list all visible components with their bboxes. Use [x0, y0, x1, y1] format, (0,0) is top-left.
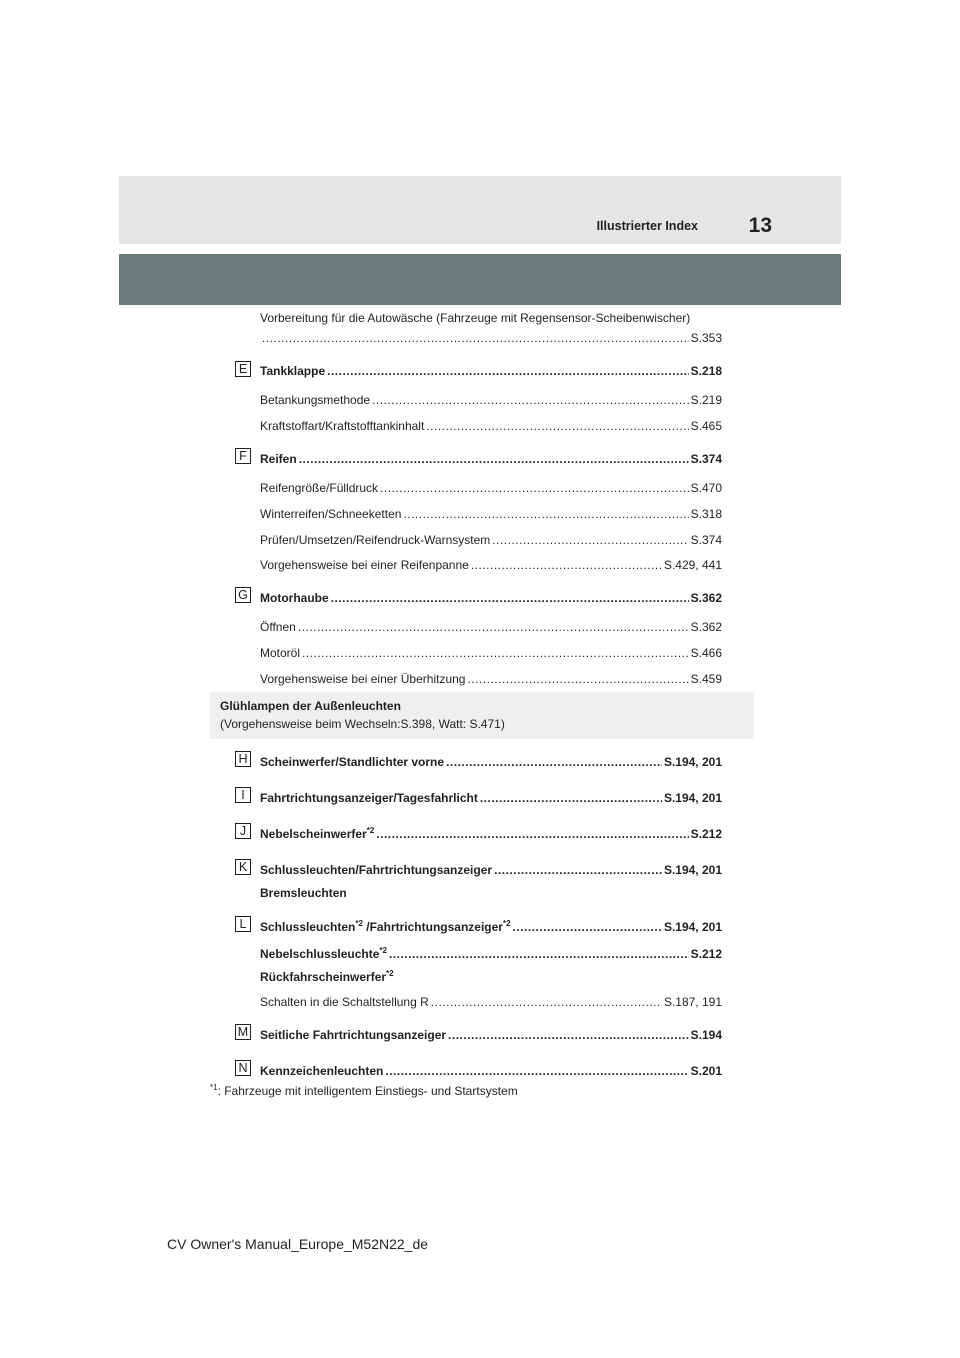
intro-page: S.353 [690, 331, 722, 345]
callout-letter-j: J [235, 823, 251, 839]
callout-letter-l: L [235, 916, 251, 932]
index-entry-nebelscheinwerfer[interactable]: Nebelscheinwerfer$^{*2}$ ..... S.212 [260, 825, 722, 841]
footer-manual-id: CV Owner's Manual_Europe_M52N22_de [167, 1236, 429, 1252]
index-entry[interactable]: Vorgehensweise bei einer Überhitzung ..... S.459 [260, 670, 722, 686]
callout-letter-f: F [235, 448, 251, 464]
footnote-ref: *2 [366, 826, 375, 835]
callout-letter-m: M [235, 1024, 251, 1040]
index-entry-tankklappe[interactable]: Tankklappe ..... S.218 [260, 362, 722, 378]
index-entry[interactable]: Betankungsmethode ..... S.219 [260, 391, 722, 407]
index-entry-scheinwerfer[interactable]: Scheinwerfer/Standlichter vorne ..... S.194, 201 [260, 753, 722, 769]
index-entry[interactable]: Kraftstoffart/Kraftstofftankinhalt ..... S.465 [260, 417, 722, 433]
bremsleuchten-label: Bremsleuchten [260, 886, 347, 900]
callout-letter-h: H [235, 751, 251, 767]
rueckfahrscheinwerfer-label: Rückfahrscheinwerfer$^{*2}$ [260, 969, 394, 984]
index-entry[interactable]: Öffnen ..... S.362 [260, 618, 722, 634]
index-entry-fahrtrichtungsanzeiger[interactable]: Fahrtrichtungsanzeiger/Tagesfahrlicht ..... S.194, 201 [260, 789, 722, 805]
index-entry-motorhaube[interactable]: Motorhaube ..... S.362 [260, 589, 722, 605]
index-entry[interactable]: Prüfen/Umsetzen/Reifendruck-Warnsystem ..... S.374 [260, 531, 722, 547]
callout-letter-k: K [235, 859, 251, 875]
info-box [210, 692, 754, 739]
index-entry-nebelschlussleuchte[interactable]: Nebelschlussleuchte$^{*2}$ ..... S.212 [260, 945, 722, 961]
info-box-subtitle: (Vorgehensweise beim Wechseln:S.398, Watt: S.471) [220, 717, 505, 731]
intro-entry [260, 329, 722, 345]
page-number: 13 [748, 214, 772, 237]
footnote: $^{*1}$: Fahrzeuge mit intelligentem Einstiegs- und Startsystem [210, 1083, 518, 1098]
index-entry-schalten[interactable]: Schalten in die Schaltstellung R ..... S.187, 191 [260, 993, 722, 1009]
index-entry-kennzeichenleuchten[interactable]: Kennzeichenleuchten ..... S.201 [260, 1062, 722, 1078]
section-title: Illustrierter Index [596, 219, 698, 233]
index-entry-seitliche[interactable]: Seitliche Fahrtrichtungsanzeiger ..... S.194 [260, 1026, 722, 1042]
header-divider-bar [119, 254, 841, 305]
index-entry-schlussleuchten[interactable]: Schlussleuchten/Fahrtrichtungsanzeiger ..... S.194, 201 [260, 861, 722, 877]
index-entry[interactable]: Winterreifen/Schneeketten ..... S.318 [260, 505, 722, 521]
index-entry-reifen[interactable]: Reifen ..... S.374 [260, 450, 722, 466]
header-band [119, 176, 841, 244]
index-entry-schlussleuchten-l[interactable]: Schlussleuchten$^{*2}$ /Fahrtrichtungsanzeiger$^{*2}$ ..... S.194, 201 [260, 918, 722, 934]
callout-letter-e: E [235, 361, 251, 377]
intro-line: Vorbereitung für die Autowäsche (Fahrzeuge mit Regensensor-Scheibenwischer) [260, 311, 691, 325]
callout-letter-n: N [235, 1060, 251, 1076]
callout-letter-i: I [235, 787, 251, 803]
info-box-title: Glühlampen der Außenleuchten [220, 699, 401, 713]
index-entry[interactable]: Vorgehensweise bei einer Reifenpanne ..... S.429, 441 [260, 556, 722, 572]
index-entry[interactable]: Motoröl ..... S.466 [260, 644, 722, 660]
index-entry[interactable]: Reifengröße/Fülldruck ..... S.470 [260, 479, 722, 495]
callout-letter-g: G [235, 587, 251, 603]
